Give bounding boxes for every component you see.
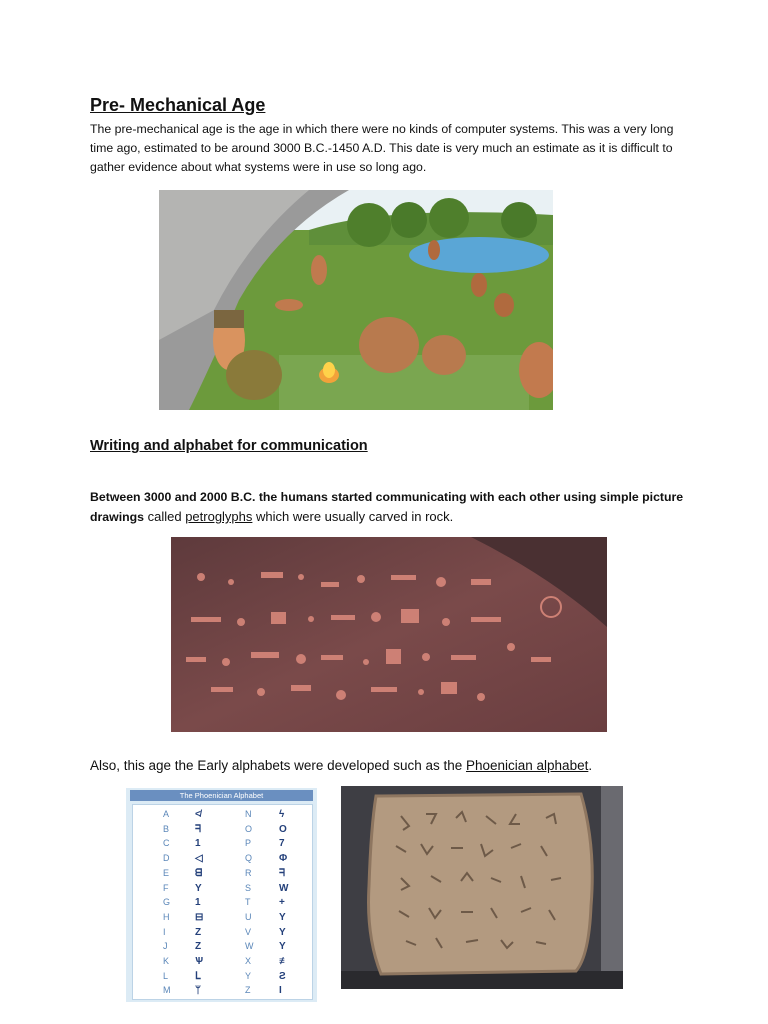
phoenician-glyph: Y: [279, 941, 286, 953]
petroglyph-rock-image: [171, 537, 607, 732]
latin-letter: T: [245, 897, 251, 908]
phoenician-alphabet-link[interactable]: Phoenician alphabet: [465, 758, 589, 773]
latin-letter: I: [163, 926, 166, 937]
text-segment: Also, this age the Early alphabets were developed such as the: [90, 758, 466, 773]
text-segment: .: [588, 758, 593, 773]
latin-letter: G: [163, 897, 171, 908]
phoenician-glyph: I: [279, 985, 282, 997]
alphabet-row: [133, 822, 312, 837]
phoenician-glyph: Y: [279, 926, 286, 938]
petroglyphs-paragraph: [90, 488, 690, 527]
phoenician-glyph: ϟ: [279, 809, 285, 820]
latin-letter: E: [163, 867, 170, 878]
phoenician-glyph: ◁: [195, 853, 203, 865]
latin-letter: B: [163, 823, 170, 834]
latin-letter: J: [163, 941, 168, 952]
phoenician-glyph: ᛘ: [195, 985, 201, 997]
latin-letter: S: [245, 882, 252, 893]
bold-intro: Between 3000 and 2000 B.C. the humans started communicating with each other using simple picture drawings: [90, 490, 684, 524]
phoenician-glyph: Ѱ: [195, 956, 204, 967]
alphabet-row: [133, 925, 312, 940]
phoenician-glyph: W: [279, 882, 289, 894]
phoenician-glyph: ⊟: [195, 911, 204, 923]
alphabet-row: [133, 954, 312, 969]
phoenician-glyph: ≢: [279, 956, 289, 967]
alphabet-row: [133, 881, 312, 896]
intro-paragraph: The pre-mechanical age is the age in which there were no kinds of computer systems. This was a very long time ago, estimated to be around 3000 B.C.-1450 A.D. This date is very much an estimate as it is difficult to gather evidence about what systems were in use so long ago.: [90, 122, 674, 174]
text-segment: called: [143, 509, 186, 524]
latin-letter: D: [163, 853, 170, 864]
phoenician-glyph: Z: [195, 926, 202, 938]
phoenician-glyph: Y: [195, 882, 202, 894]
latin-letter: P: [245, 838, 252, 849]
phoenician-glyph: ᖷ: [279, 867, 285, 879]
table-title: The Phoenician Alphabet: [130, 790, 313, 801]
phoenician-glyph: Ⅼ: [195, 970, 201, 982]
alphabet-row: [133, 983, 312, 998]
phoenician-glyph: ᖷ: [195, 823, 201, 835]
alphabet-row: [133, 807, 312, 822]
latin-letter: Z: [245, 985, 251, 996]
latin-letter: U: [245, 911, 252, 922]
alphabet-row: [133, 939, 312, 954]
alphabet-row: [133, 895, 312, 910]
phoenician-glyph: +: [279, 897, 285, 909]
alphabet-row: [133, 866, 312, 881]
phoenician-glyph: ≮: [195, 809, 201, 820]
phoenician-glyph: Y: [279, 911, 286, 923]
latin-letter: L: [163, 970, 169, 981]
latin-letter: K: [163, 956, 170, 966]
cavemen-illustration: [159, 190, 553, 410]
alphabet-row: [133, 851, 312, 866]
latin-letter: M: [163, 985, 171, 996]
latin-letter: A: [163, 809, 170, 819]
latin-letter: Y: [245, 970, 252, 981]
page-title: Pre- Mechanical Age: [90, 95, 266, 115]
phoenician-glyph: 1: [195, 897, 201, 909]
phoenician-glyph: Φ: [279, 853, 288, 865]
phoenician-glyph: 1: [195, 838, 201, 850]
latin-letter: R: [245, 867, 252, 878]
latin-letter: O: [245, 823, 253, 834]
latin-letter: W: [245, 941, 254, 952]
text-segment: which were usually carved in rock.: [252, 509, 454, 524]
latin-letter: Q: [245, 853, 253, 864]
alphabet-grid: [132, 804, 313, 1000]
phoenician-alphabet-table: [126, 788, 317, 1002]
phoenician-glyph: Z: [195, 941, 202, 953]
alphabet-row: [133, 969, 312, 984]
latin-letter: V: [245, 926, 252, 937]
phoenician-glyph: Ƨ: [279, 970, 286, 982]
phoenician-paragraph: [90, 758, 592, 773]
latin-letter: N: [245, 809, 252, 819]
phoenician-glyph: 7: [279, 838, 285, 850]
latin-letter: C: [163, 838, 170, 849]
phoenician-glyph: O: [279, 823, 287, 835]
phoenician-tablet-image: [341, 786, 623, 989]
section-heading: Writing and alphabet for communication: [90, 438, 368, 454]
latin-letter: X: [245, 956, 252, 966]
alphabet-row: [133, 910, 312, 925]
petroglyphs-link[interactable]: petroglyphs: [185, 509, 253, 524]
latin-letter: F: [163, 882, 169, 893]
phoenician-glyph: ᗺ: [195, 867, 203, 879]
latin-letter: H: [163, 911, 170, 922]
alphabet-row: [133, 836, 312, 851]
